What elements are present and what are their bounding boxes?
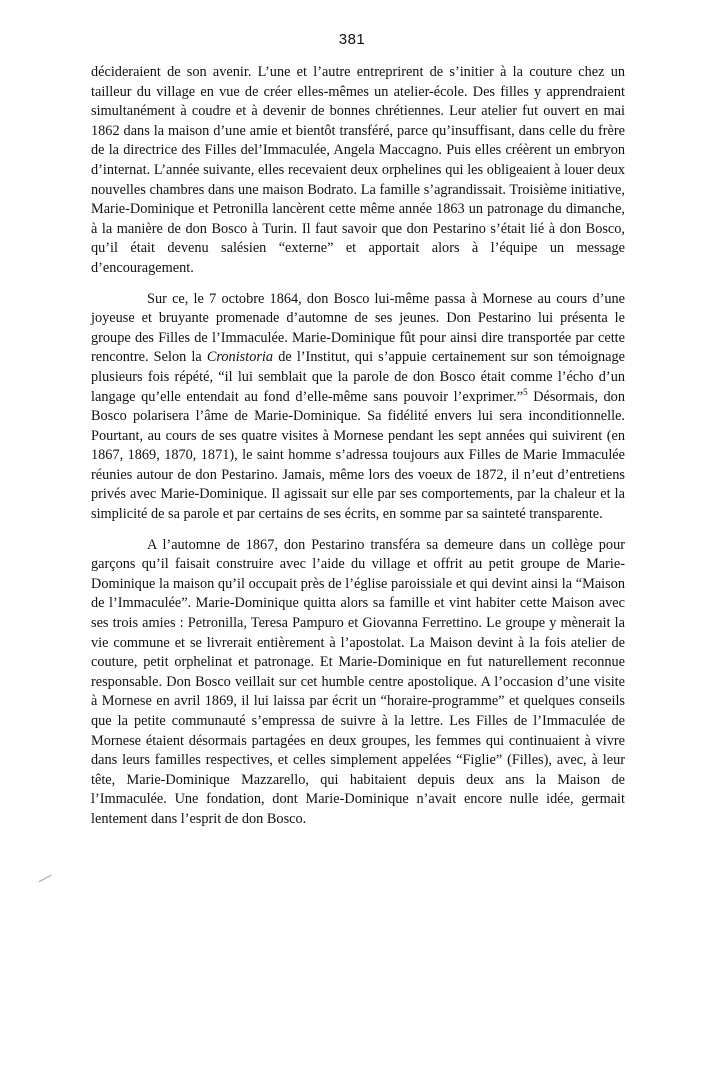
- cronistoria-title: Cronistoria: [206, 349, 274, 366]
- paragraph-2-text-start: Sur ce, le 7 octobre 1864, don Bosco lui-même passa à Mornese au cours d’une joyeuse et bruyante promenade d’automne de ses jeunes. Don Pestarino lui présenta le groupe des Filles de l’Immaculée. Marie-Dominique fût pour ainsi dire transportée par cette rencontre. Selon la: [91, 290, 625, 366]
- body-text: [91, 63, 625, 830]
- paragraph-3: [91, 536, 625, 830]
- paragraph-2-text-end: Désormais, don Bosco polarisera l’âme de Marie-Dominique. Sa fidélité envers lui sera inconditionnelle. Pourtant, au cours de ses quatre visites à Mornese pendant les sept années qui suivirent (en 1867, 1869, 1870, 1871), le saint homme s’adressa toujours aux Filles de Marie Immaculée réunies autour de don Pestarino. Jamais, même lors des voeux de 1872, il n’eut d’entretiens privés avec Marie-Dominique. Il agissait sur elle par ses comportements, par la chaleur et la simplicité de sa parole et par certains de ses écrits, en somme par sa sainteté transparente.: [91, 388, 625, 523]
- paragraph-1: [91, 63, 625, 279]
- footnote-marker: 5: [523, 386, 528, 397]
- paragraph-3-text: A l’automne de 1867, don Pestarino transféra sa demeure dans un collège pour garçons qu’il faisait construire avec l’aide du village et offrit au petit groupe de Marie-Dominique la maison qu’il occupait près de l’église paroissiale et qui devint ainsi la “Maison de l’Immaculée”. Marie-Dominique quitta alors sa famille et vint habiter cette Maison avec ses trois amies : Petronilla, Teresa Pampuro et Giovanna Ferrettino. Le groupe y mènerait la vie commune et se livrerait entièrement à l’apostolat. La Maison devint à la fois atelier de couture, petit orphelinat et patronage. Et Marie-Dominique en fut naturellement reconnue responsable. Don Bosco veillait sur cet humble centre apostolique. A l’occasion d’une visite à Mornese en avril 1869, il lui laissa par écrit un “horaire-programme” et quelques conseils que la petite communauté s’empressa de suivre à la lettre. Les Filles de l’Immaculée de Mornese étaient désormais partagées en deux groupes, les femmes qui continuaient à vivre dans leurs familles respectives, et celles simplement appelées “Figlie” (Filles), avec, à leur tête, Marie-Dominique Mazzarello, qui habitaient depuis deux ans la Maison de l’Immaculée. Une fondation, dont Marie-Dominique n’avait encore nulle idée, germait lentement dans l’esprit de don Bosco.: [91, 536, 625, 827]
- paragraph-2: [91, 290, 625, 525]
- margin-pencil-mark: [39, 875, 52, 882]
- paragraph-1-text: décideraient de son avenir. L’une et l’autre entreprirent de s’initier à la couture chez un tailleur du village en vue de créer elles-mêmes un atelier-école. Des filles y apprendraient simultanément à coudre et à devenir de bonnes chrétiennes. Leur atelier fut ouvert en mai 1862 dans la maison d’une amie et bientôt transféré, parce qu’insuffisant, dans celle du frère de la directrice des Filles del’Immaculée, Angela Maccagno. Puis elles créèrent un embryon d’internat. L’année suivante, elles recevaient deux orphelines qui les obligeaient à louer deux nouvelles chambres dans une maison Bodrato. La famille s’agrandissait. Troisième initiative, Marie-Dominique et Petronilla lancèrent cette même année 1863 un patronage du dimanche, à la manière de don Bosco à Turin. Il faut savoir que don Pestarino s’était lié à don Bosco, qu’il était devenu salésien “externe” et apportait alors à l’équipe un message d’encouragement.: [91, 64, 625, 276]
- page-number: 381: [338, 31, 366, 48]
- paragraph-2-quote: de l’Institut, qui s’appuie certainement sur son témoignage plusieurs fois répété, “il lui semblait que la parole de don Bosco était comme l’écho d’un langage qu’elle entendait au fond d’elle-même sans pouvoir l’exprimer.”: [91, 349, 625, 405]
